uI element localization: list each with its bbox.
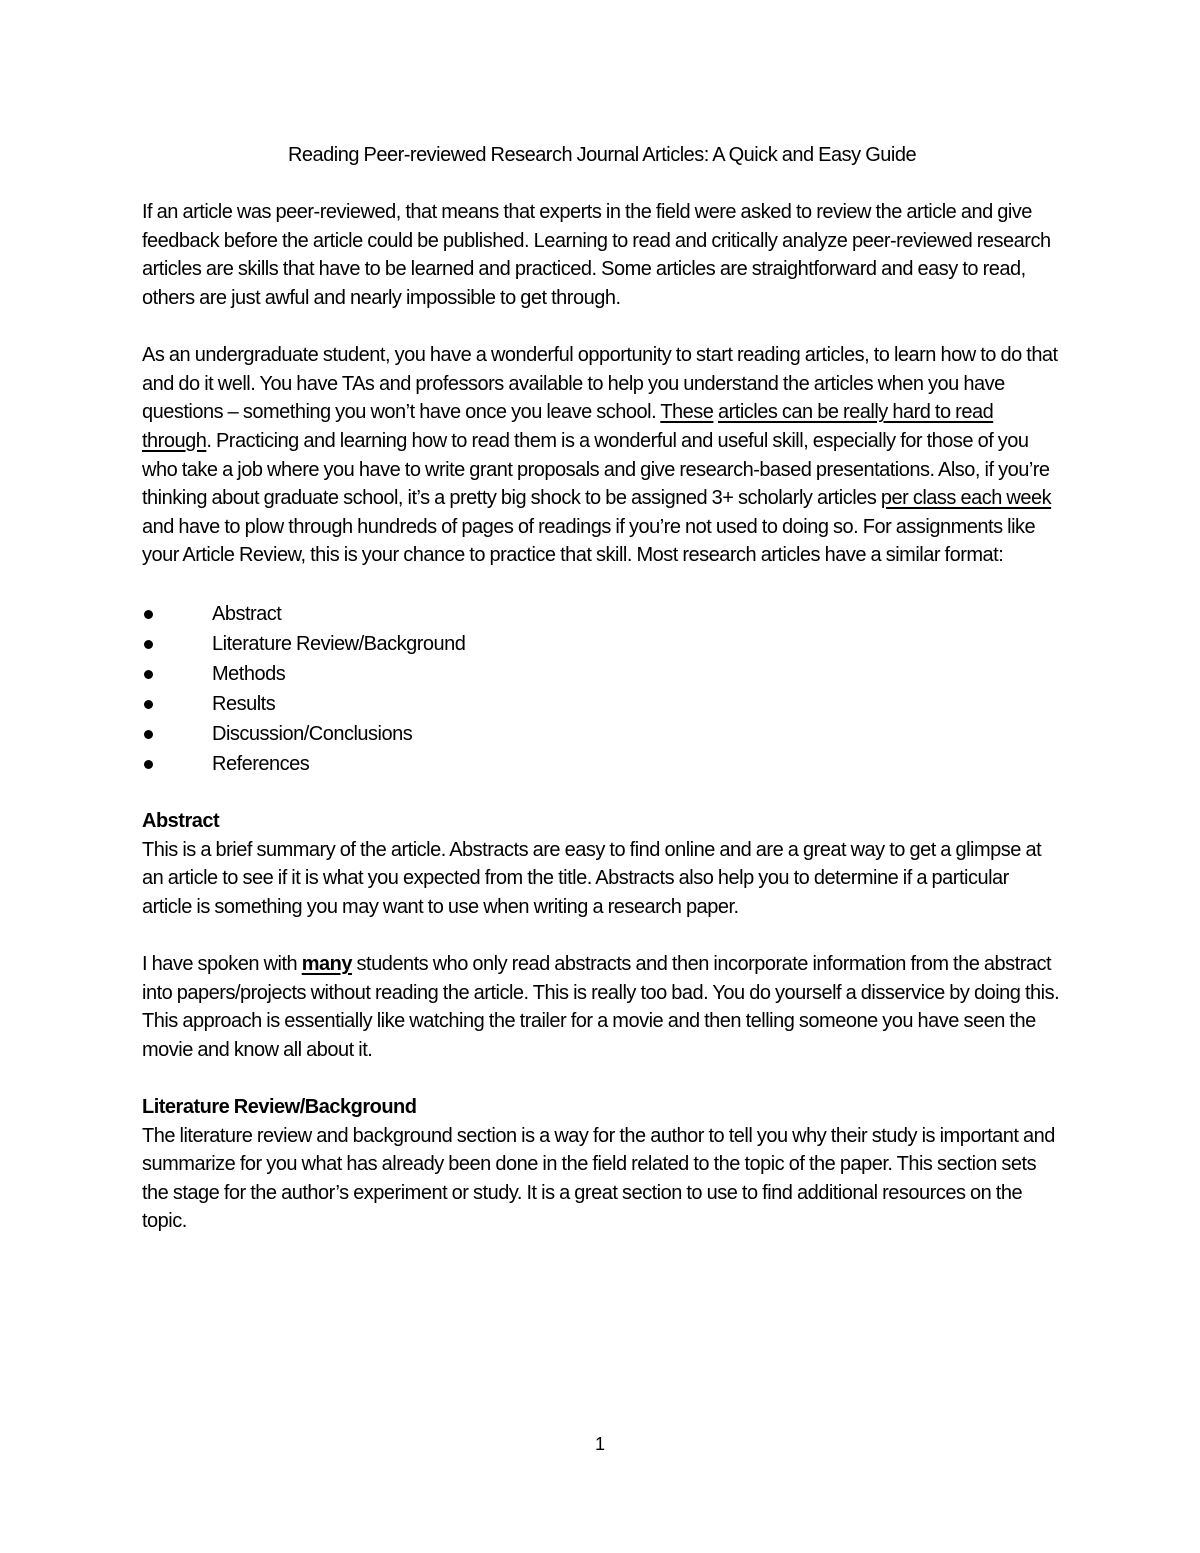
page-number: 1 — [594, 1434, 605, 1454]
bullet-icon — [144, 730, 153, 739]
bullet-icon — [144, 610, 153, 619]
list-item-label: References — [212, 752, 310, 775]
bullet-icon — [144, 700, 153, 709]
literature-paragraph: The literature review and background section is a way for the author to tell you why their study is important and summarize for you what has already been done in the field related to the topic of the paper. This section sets the stage for the author’s experiment or study. It is a great section to use to find additional resources on the topic. — [142, 1124, 1055, 1233]
abstract-p2-start: I have spoken with — [142, 953, 302, 976]
list-item-label: Literature Review/Background — [212, 632, 466, 655]
list-item-label: Results — [212, 692, 276, 715]
bullet-icon — [144, 640, 153, 649]
emphasis-many: many — [301, 953, 352, 976]
bullet-icon — [144, 760, 153, 769]
literature-section — [142, 1093, 1062, 1236]
abstract-section — [142, 807, 1062, 1064]
list-item — [142, 599, 1062, 629]
underlined-per-class: per class each week — [880, 487, 1052, 510]
list-item — [142, 689, 1062, 719]
document-title: Reading Peer-reviewed Research Journal Articles: A Quick and Easy Guide — [287, 144, 917, 166]
undergrad-text-2: . Practicing and learning how to read them is a wonderful and useful skill, especially for those of you who take a job where you have to write grant proposals and give research-based presentations. Also, if you’re thinking about graduate school, it’s a pretty big shock to be assigned 3+ scholarly articles — [142, 429, 1050, 510]
abstract-p2-end: students who only read abstracts and then incorporate information from the abstract into papers/projects without reading the article. This is really too bad. You do yourself a disservice by doing this. This approach is essentially like watching the trailer for a movie and then telling someone you have seen the movie and know all about it. — [142, 953, 1060, 1061]
list-item — [142, 749, 1062, 779]
bullet-icon — [144, 670, 153, 679]
abstract-paragraph-1: This is a brief summary of the article. Abstracts are easy to find online and are a great way to get a glimpse at an article to see if it is what you expected from the title. Abstracts also help you to determine if a particular article is something you may want to use when writing a research paper. — [142, 838, 1042, 918]
literature-heading: Literature Review/Background — [142, 1096, 417, 1119]
list-item-label: Abstract — [212, 602, 282, 625]
underlined-hard-to-read: articles can be really hard to read through — [142, 401, 994, 452]
intro-paragraph: If an article was peer-reviewed, that means that experts in the field were asked to review the article and give feedback before the article could be published. Learning to read and critically analyze peer-reviewed research articles are skills that have to be learned and practiced. Some articles are straightforward and easy to read, others are just awful and nearly impossible to get through. — [142, 201, 1051, 309]
abstract-paragraph-2 — [142, 950, 1062, 1064]
list-item — [142, 659, 1062, 689]
list-item-label: Methods — [212, 662, 286, 685]
article-format-list — [142, 599, 1062, 779]
list-item-label: Discussion/Conclusions — [212, 722, 413, 745]
document-body — [142, 141, 1062, 1265]
undergrad-text-1: As an undergraduate student, you have a wonderful opportunity to start reading articles, to learn how to do that and do it well. You have TAs and professors available to help you understand the articles when you have questions – something you won’t have once you leave school. — [142, 344, 1058, 424]
undergrad-paragraph — [142, 341, 1062, 570]
list-item — [142, 629, 1062, 659]
list-item — [142, 719, 1062, 749]
abstract-heading: Abstract — [142, 810, 220, 833]
underlined-these: These — [660, 401, 714, 424]
undergrad-text-3: and have to plow through hundreds of pages of readings if you’re not used to doing so. For assignments like your Article Review, this is your chance to practice that skill. Most research articles have a similar format: — [142, 515, 1036, 567]
